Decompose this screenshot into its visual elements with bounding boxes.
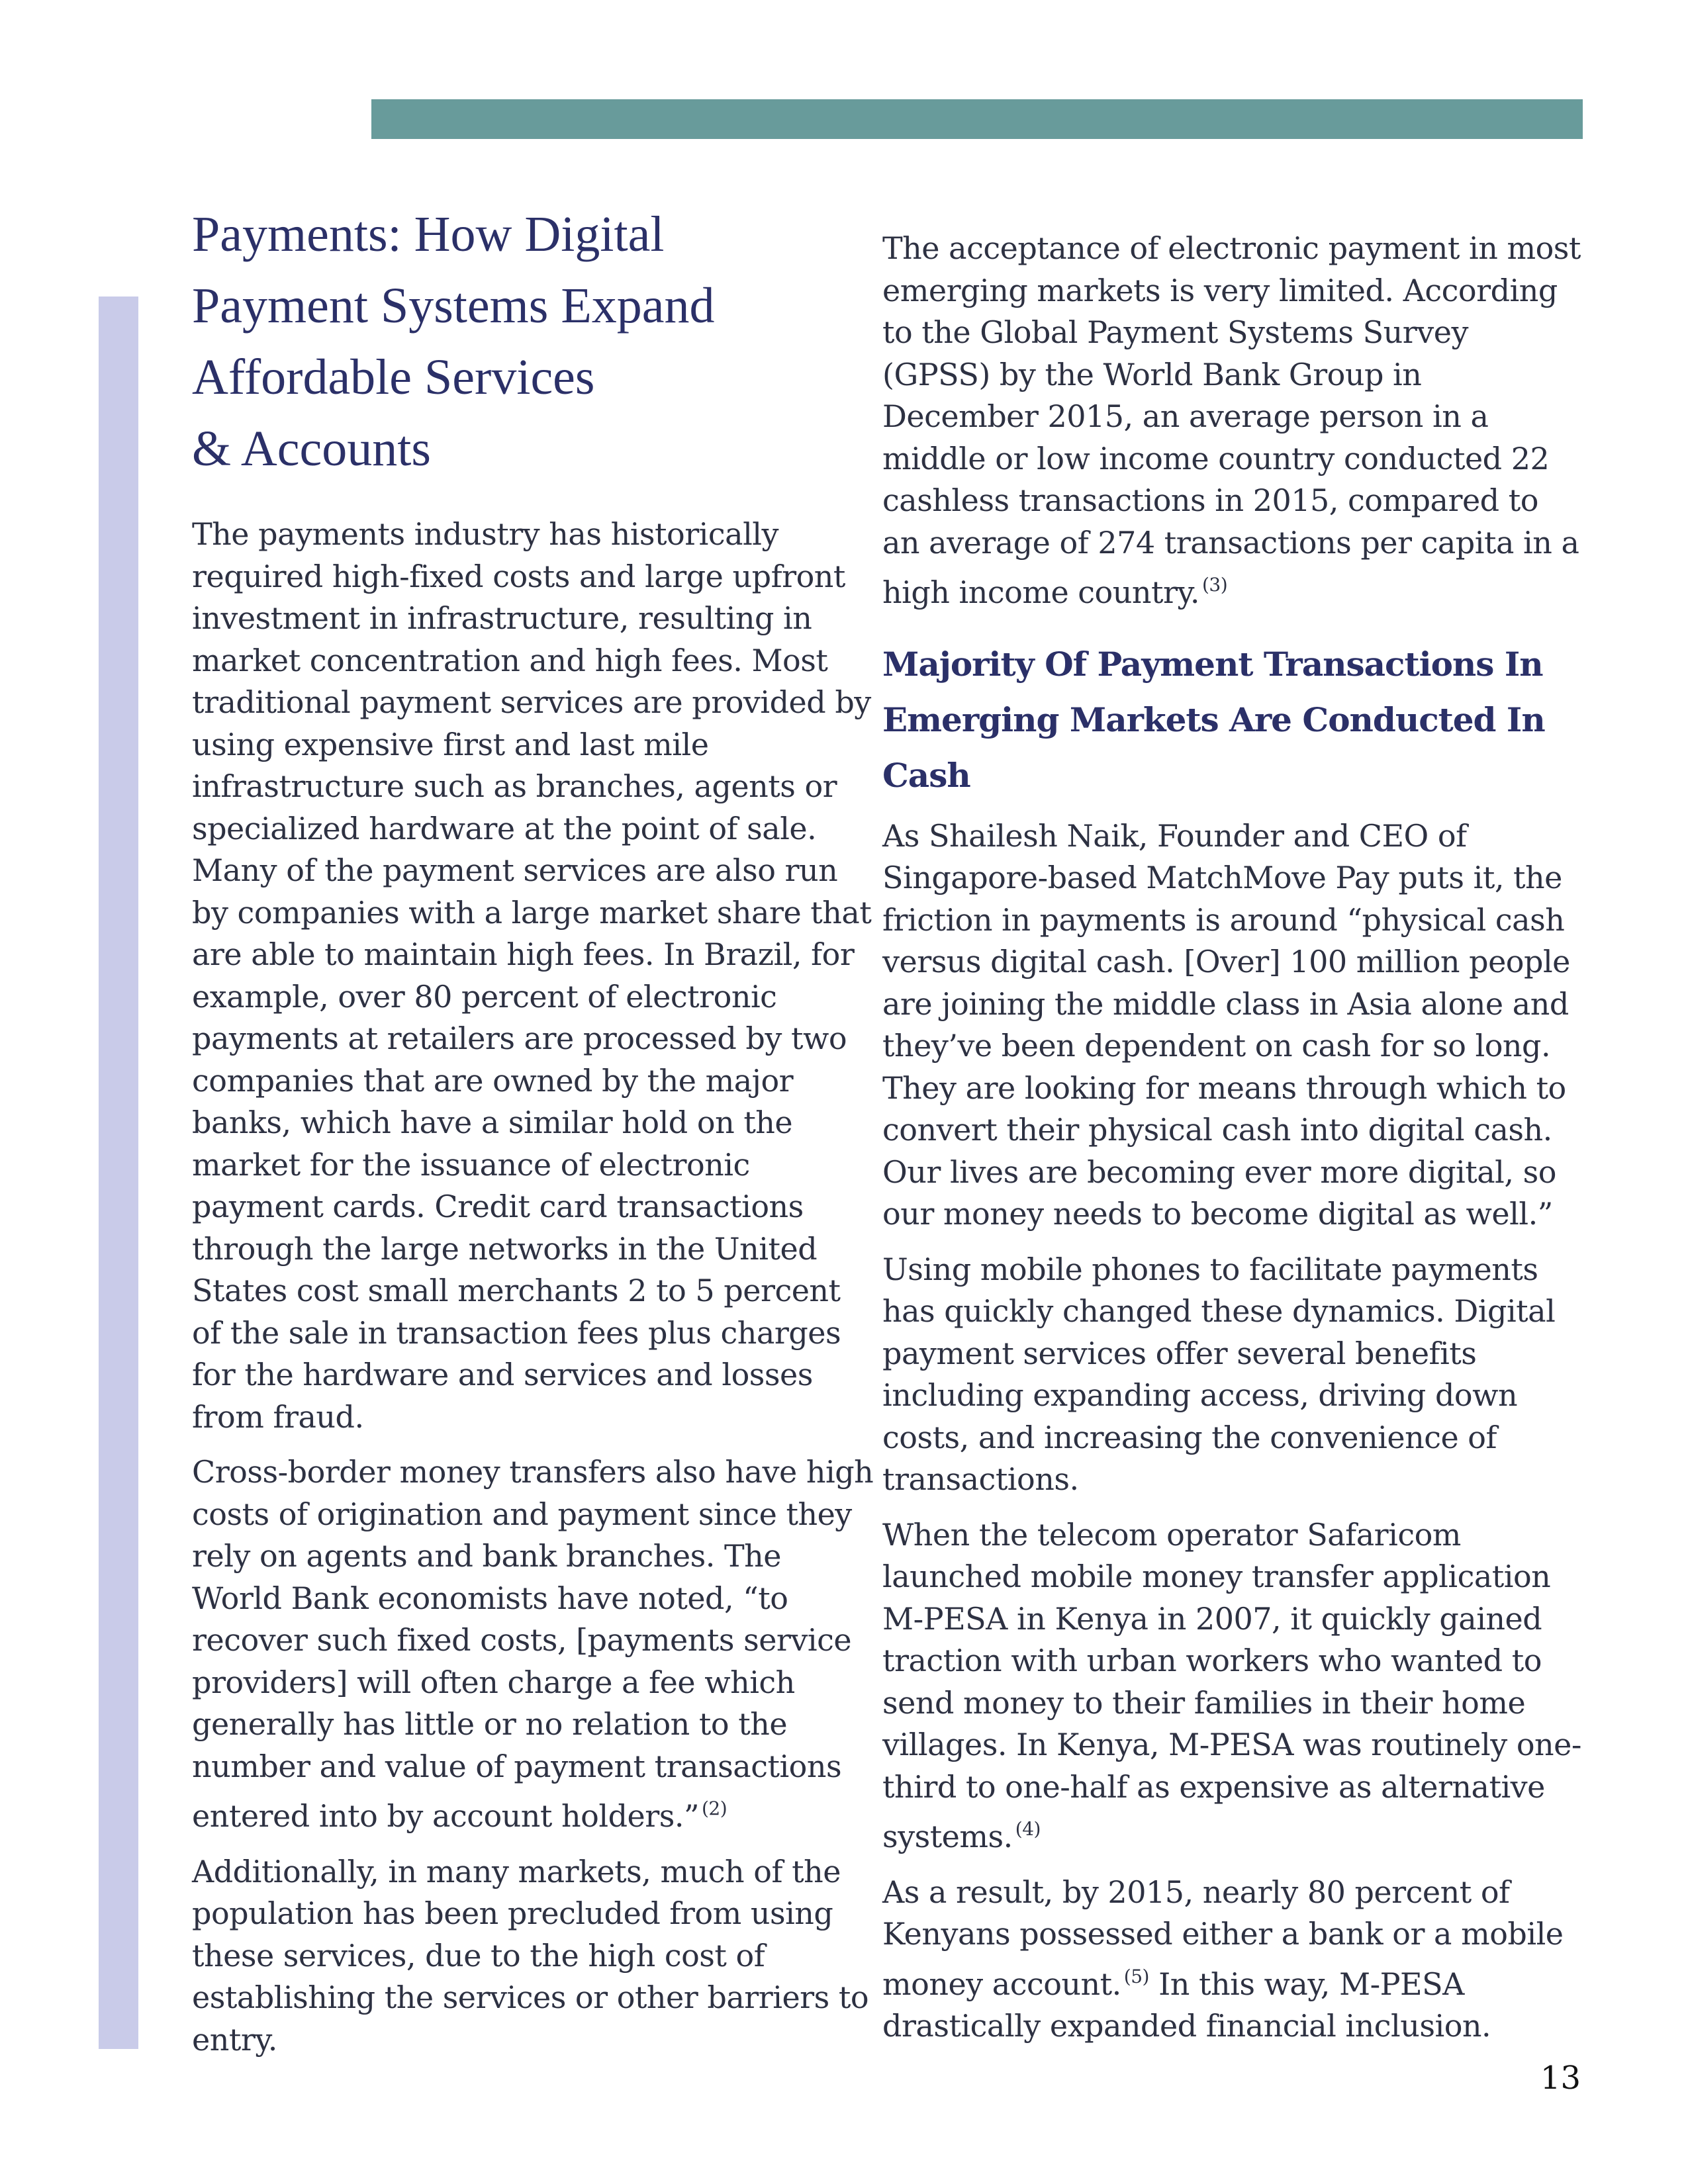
paragraph-text: As a result, by 2015, nearly 80 percent of Kenyans possessed either a bank or a mobile money account. bbox=[882, 1874, 1564, 2002]
footnote-ref: (2) bbox=[701, 1797, 727, 1819]
paragraph-text: When the telecom operator Safaricom launched mobile money transfer application M-PESA in Kenya in 2007, it quickly gained traction with urban workers who wanted to send money to their families in their home villages. In Kenya, M-PESA was routinely one-third to one-half as expensive as alternative systems. bbox=[882, 1516, 1581, 1854]
footnote-ref: (5) bbox=[1123, 1965, 1149, 1987]
paragraph-additionally: Additionally, in many markets, much of the population has been precluded from using these services, due to the high cost of establishing the services or other barriers to entry. bbox=[192, 1853, 869, 2058]
paragraph-text: Cross-border money transfers also have high costs of origination and payment since they rely on agents and bank branches. The World Bank economists have noted, “to recover such fixed costs, [payments service providers] will often charge a fee which generally has little or no relation to the number and value of payment transactions entered into by account holders.” bbox=[192, 1454, 874, 1834]
title-line-3: Affordable Services bbox=[192, 349, 595, 405]
title-line-4: & Accounts bbox=[192, 421, 431, 477]
paragraph-payments-industry: The payments industry has historically required high-fixed costs and large upfront investment in infrastructure, resulting in market concentration and high fees. Most traditional payment services are provided by using expensive first and last mile infrastructure such as branches, agents or specialized hardware at the point of sale. Many of the payment services are also run by companies with a large market share that are able to maintain high fees. In Brazil, for example, over 80 percent of electronic payments at retailers are processed by two companies that are owned by the major banks, which have a similar hold on the market for the issuance of electronic payment cards. Credit card transactions through the large networks in the United States cost small merchants 2 to 5 percent of the sale in transaction fees plus charges for the hardware and services and losses from fraud. bbox=[192, 516, 872, 1435]
footnote-ref: (3) bbox=[1201, 574, 1228, 596]
header-accent-bar bbox=[371, 99, 1583, 139]
title-line-2: Payment Systems Expand bbox=[192, 278, 715, 334]
title-line-1: Payments: How Digital bbox=[192, 206, 665, 262]
paragraph-result bbox=[882, 1872, 1584, 2048]
section-subheading: Majority Of Payment Transactions In Emerging Markets Are Conducted In Cash bbox=[882, 644, 1545, 795]
paragraph-mobile-phones: Using mobile phones to facilitate payments has quickly changed these dynamics. Digital payment services offer several benefits including expanding access, driving down costs, and increasing the convenience of transactions. bbox=[882, 1251, 1556, 1497]
footnote-ref: (4) bbox=[1015, 1818, 1041, 1840]
paragraph-acceptance bbox=[882, 228, 1584, 614]
left-column bbox=[192, 199, 874, 2074]
page-number: 13 bbox=[1540, 2060, 1581, 2097]
right-column bbox=[882, 199, 1584, 2061]
paragraph-cross-border bbox=[192, 1451, 874, 1838]
paragraph-mpesa bbox=[882, 1514, 1584, 1858]
paragraph-text-continued: In this way, M-PESA drastically expanded financial inclusion. bbox=[882, 1966, 1491, 2044]
page-title bbox=[192, 199, 874, 484]
paragraph-shailesh-quote: As Shailesh Naik, Founder and CEO of Singapore-based MatchMove Pay puts it, the friction in payments is around “physical cash versus digital cash. [Over] 100 million people are joining the middle class in Asia alone and they’ve been dependent on cash for so long. They are looking for means through which to convert their physical cash into digital cash. Our lives are becoming ever more digital, so our money needs to become digital as well.” bbox=[882, 817, 1570, 1232]
paragraph-text: The acceptance of electronic payment in most emerging markets is very limited. According to the Global Payment Systems Survey (GPSS) by the World Bank Group in December 2015, an average person in a middle or low income country conducted 22 cashless transactions in 2015, compared to an average of 274 transactions per capita in a high income country. bbox=[882, 230, 1581, 610]
sidebar-accent-bar bbox=[99, 296, 138, 2049]
